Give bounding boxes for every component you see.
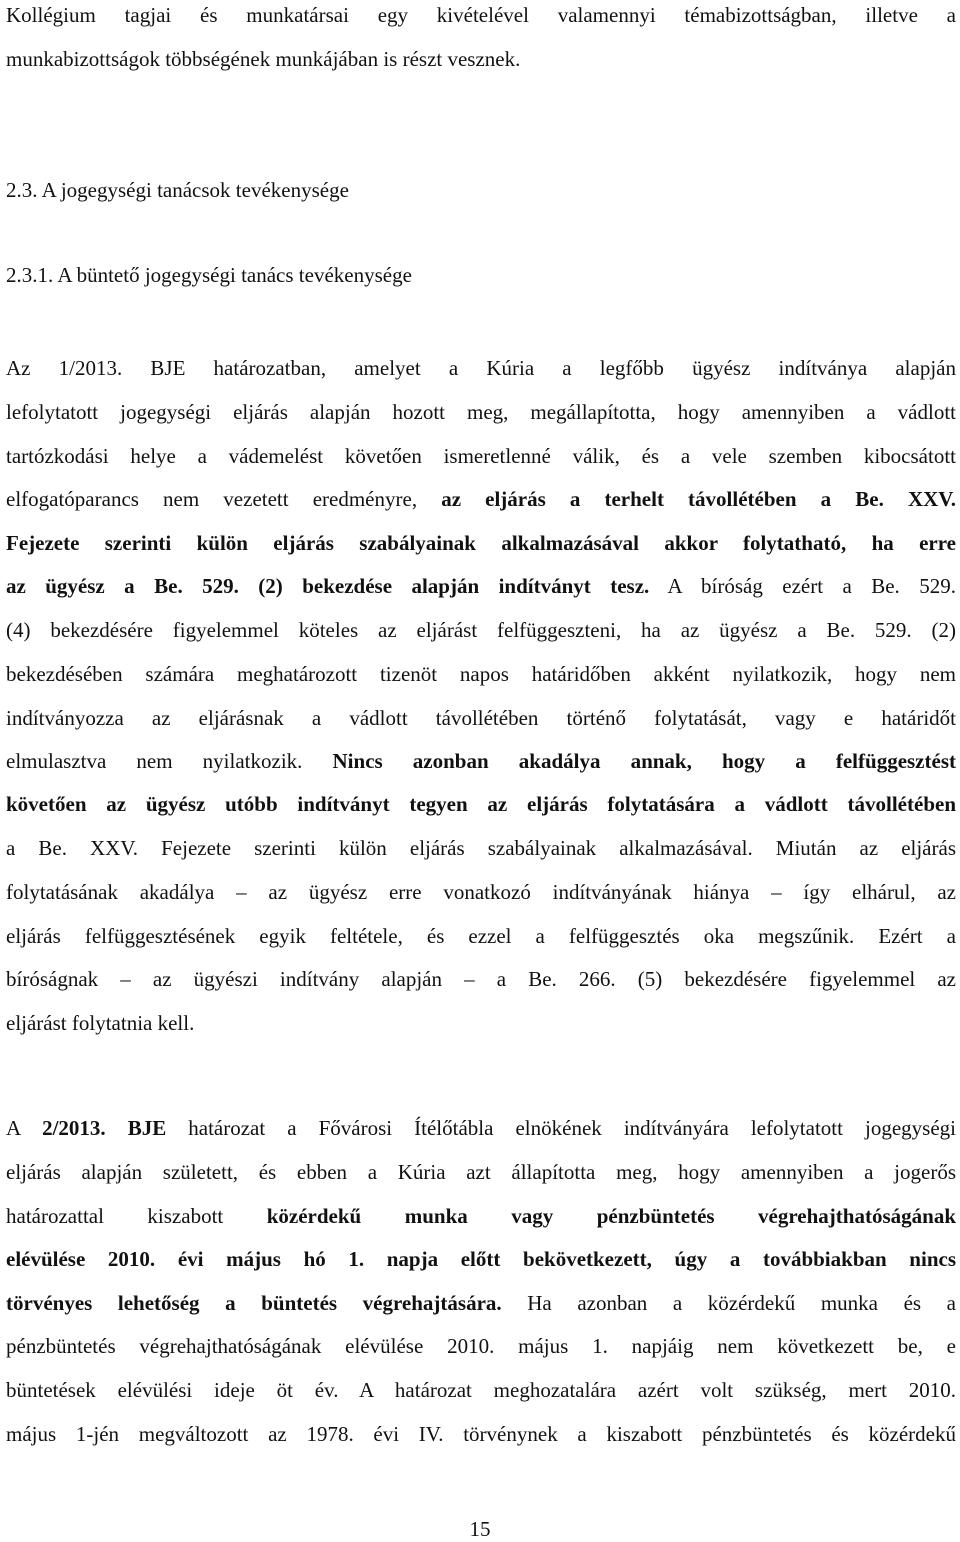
paragraph-line	[6, 486, 956, 512]
paragraph-line: folytatásának akadálya – az ügyész erre vonatkozó indítványának hiánya – így elhárul, az	[6, 880, 956, 904]
text-span: határozat a Fővárosi Ítélőtábla elnökének indítványára lefolytatott jogegységi	[166, 1116, 956, 1140]
text-span: elfogatóparancs nem vezetett eredményre,	[6, 487, 442, 511]
bold-text: Nincs azonban akadálya annak, hogy a felfüggesztést	[332, 749, 956, 773]
paragraph-line: lefolytatott jogegységi eljárás alapján hozott meg, megállapította, hogy amennyiben a vádlott	[6, 400, 956, 424]
paragraph-line	[6, 573, 956, 599]
paragraph-line	[6, 1115, 956, 1141]
paragraph-line: indítványozza az eljárásnak a vádlott távollétében történő folytatását, vagy e határidőt	[6, 706, 956, 730]
paragraph-line: eljárás alapján született, és ebben a Kúria azt állapította meg, hogy amennyiben a jogerős	[6, 1160, 956, 1184]
text-span: A bíróság ezért a Be. 529.	[649, 574, 956, 598]
intro-line: Kollégium tagjai és munkatársai egy kivételével valamennyi témabizottságban, illetve a	[6, 3, 956, 27]
bold-text: BJE	[127, 1116, 167, 1140]
subsection-heading: 2.3.1. A büntető jogegységi tanács tevékenysége	[6, 263, 412, 287]
text-span: Ha azonban a közérdekű munka és a	[501, 1291, 956, 1315]
paragraph-line	[6, 748, 956, 774]
paragraph-line: Fejezete szerinti külön eljárás szabályainak alkalmazásával akkor folytatható, ha erre	[6, 531, 956, 555]
bold-text: közérdekű munka vagy pénzbüntetés végrehajthatóságának	[266, 1204, 956, 1228]
text-span	[106, 1116, 128, 1140]
paragraph-line: (4) bekezdésére figyelemmel köteles az eljárást felfüggeszteni, ha az ügyész a Be. 529. (2)	[6, 618, 956, 642]
paragraph-line: Az 1/2013. BJE határozatban, amelyet a Kúria a legfőbb ügyész indítványa alapján	[6, 356, 956, 380]
text-span: elmulasztva nem nyilatkozik.	[6, 749, 333, 773]
paragraph-line: követően az ügyész utóbb indítványt tegyen az eljárás folytatására a vádlott távollétében	[6, 792, 956, 816]
bold-text: az eljárás a terhelt távollétében a Be. XXV.	[441, 487, 956, 511]
paragraph-line: büntetések elévülési ideje öt év. A határozat meghozatalára azért volt szükség, mert 2010.	[6, 1378, 956, 1402]
bold-text: 2/2013.	[42, 1116, 106, 1140]
paragraph-line	[6, 1290, 956, 1316]
text-span: A	[6, 1116, 43, 1140]
page-number: 15	[469, 1517, 491, 1541]
paragraph-line: bekezdésében számára meghatározott tizenöt napos határidőben akként nyilatkozik, hogy nem	[6, 662, 956, 686]
paragraph-line	[6, 1203, 956, 1229]
paragraph-line: eljárás felfüggesztésének egyik feltétele, és ezzel a felfüggesztés oka megszűnik. Ezért a	[6, 924, 956, 948]
paragraph-line: a Be. XXV. Fejezete szerinti külön eljárás szabályainak alkalmazásával. Miután az eljárás	[6, 836, 956, 860]
section-heading: 2.3. A jogegységi tanácsok tevékenysége	[6, 178, 349, 202]
paragraph-line: tartózkodási helye a vádemelést követően ismeretlenné válik, és a vele szemben kibocsátott	[6, 444, 956, 468]
paragraph-line: eljárást folytatnia kell.	[6, 1011, 195, 1035]
paragraph-line: pénzbüntetés végrehajthatóságának elévülése 2010. május 1. napjáig nem következett be, e	[6, 1334, 956, 1358]
intro-line: munkabizottságok többségének munkájában is részt vesznek.	[6, 47, 521, 71]
bold-text: törvényes lehetőség a büntetés végrehajtására.	[6, 1291, 502, 1315]
bold-text: az ügyész a Be. 529. (2) bekezdése alapján indítványt tesz.	[6, 574, 650, 598]
paragraph-line: május 1-jén megváltozott az 1978. évi IV. törvénynek a kiszabott pénzbüntetés és közérdekű	[6, 1422, 956, 1446]
paragraph-line: elévülése 2010. évi május hó 1. napja előtt bekövetkezett, úgy a továbbiakban nincs	[6, 1247, 956, 1271]
paragraph-line: bíróságnak – az ügyészi indítvány alapján – a Be. 266. (5) bekezdésére figyelemmel az	[6, 967, 956, 991]
text-span: határozattal kiszabott	[6, 1204, 267, 1228]
